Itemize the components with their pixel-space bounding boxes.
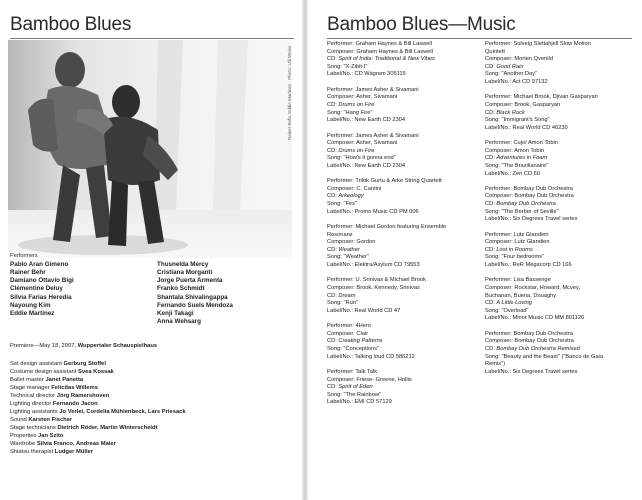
music-entry-line: CD: Bombay Dub Orchestra Remixed [485, 345, 580, 352]
music-entry-line: Composer: Clair [327, 330, 369, 337]
music-entry-line: CD: Good Rain [485, 63, 524, 70]
crew-line: Stage manager Felicitas Willems [10, 385, 98, 392]
music-entry-line: CD: Lost in Rooms [485, 246, 533, 253]
music-entry-line: Performer: 4Hero [327, 323, 371, 330]
music-entry-line: Composer: Brook, Gasparyan [485, 101, 561, 108]
crew-line: Set design assistant Gerburg Stoffel [10, 361, 107, 367]
music-entry-line: Song: "Immigrant's Song" [485, 117, 550, 124]
music-entry-line: Label/No.: Real World CD 47 [327, 307, 401, 314]
music-entry-line: CD: Drums on Fire [327, 147, 375, 154]
music-entry-line: Song: "The Brazilianaire" [485, 162, 549, 169]
music-entry [485, 277, 603, 323]
music-entry [485, 331, 603, 377]
crew-line: Stage technicians Dietrich Röder, Martin Winterscheidt [10, 425, 158, 432]
music-entry [485, 94, 603, 132]
music-entry-line: Performer: Cujo/ Amon Tobin [485, 140, 558, 147]
performer-name: Silvia Farias Heredia [10, 293, 72, 301]
performer-name: Eddie Martinez [10, 309, 55, 317]
music-entry-line: Label/No.: New Earth CD 2304 [327, 117, 406, 124]
music-entry-line: Performer: Bombay Dub Orchestra [485, 330, 573, 337]
music-entry-line: Performer: Talk Talk [327, 368, 378, 375]
music-entry-line: Song: "Overload" [485, 307, 529, 314]
performers-column-2 [157, 261, 233, 326]
music-entry-line: Song: "Another Day" [485, 71, 538, 78]
music-entry [485, 186, 603, 224]
music-entry [327, 133, 446, 171]
music-entry-line: Quintett [485, 48, 505, 55]
music-entry-line: Label/No.: New Earth CD 2304 [327, 162, 406, 169]
music-entry-line: CD: Spirit of Eden [327, 384, 373, 391]
music-entry-line: CD: Creating Patterns [327, 338, 383, 345]
music-entry-line: CD: Black Rock [485, 109, 525, 116]
music-entry-line: Label/No.: EMI CD 57129 [327, 399, 392, 406]
crew-line: Ballet master Janet Panetta [10, 377, 84, 384]
music-entry-line: Song: "Fes" [327, 201, 357, 208]
music-entry-line: Label/No.: ReR Megacorp CD 166 [485, 262, 572, 269]
music-entry-line: Performer: Bombay Dub Orchestra [485, 185, 573, 192]
premiere-label: Premiere—May 18, 2007, [10, 343, 78, 349]
music-entry-line: Song: "Weather" [327, 254, 369, 261]
music-entry-line: Label/No.: Promo Music CD PM 006 [327, 208, 419, 215]
music-entry [327, 323, 446, 361]
crew-line: Wardrobe Silvia Franco, Andreas Maier [10, 441, 116, 448]
music-entry-line: Performer: Graham Haynes & Bill Laswell [327, 41, 432, 47]
music-entry-line: Label/No.: Minor Music CD MM 801126 [485, 315, 585, 322]
music-entry-line: Performer: Lutz Glandien [485, 231, 549, 238]
music-entry-line: Label/No.: CD Wagram 305115 [327, 71, 406, 78]
music-entry-line: Label/No.: Real World CD 46230 [485, 124, 568, 131]
music-entry-line: CD: Weather [327, 246, 360, 253]
crew-line: Sound Karsten Fischer [10, 417, 73, 424]
premiere-line [10, 343, 157, 349]
music-entry-line: CD: A Little Loving [485, 300, 532, 307]
music-entry-line: Label/No.: Act CD 97132 [485, 78, 548, 85]
music-entry-line: CD: Drums on Fire [327, 101, 375, 108]
music-entry-line: Composer: Lutz Glandien [485, 239, 550, 246]
performer-name: Kenji Takagi [157, 309, 194, 317]
performer-name: Franko Schmidt [157, 285, 205, 293]
music-entry-line: Composer: C. Cantini [327, 185, 382, 192]
music-entry [327, 369, 446, 407]
music-entry-line: CD: Spirit of India: Traditional & New Vibes [327, 56, 435, 63]
music-entry-line: Song: "The Berber of Seville" [485, 208, 559, 215]
music-entry-line: Performer: Lisa Bassenge [485, 277, 551, 284]
music-entry-line: CD: Adventures in Foam [485, 155, 548, 162]
dancers-photo [8, 40, 292, 258]
music-entry-line: Label/No.: Talking loud CD 586212 [327, 353, 415, 360]
music-entry-line: Label/No.: Zen CD 60 [485, 170, 541, 177]
music-entry-line: Composer: Amon Tobin [485, 147, 545, 154]
music-entry-line: Composer: Gordon [327, 239, 376, 246]
music-entry-line: CD: Bombay Dub Orchestra [485, 201, 556, 208]
music-entry-line: Performer: James Asher & Sivamani [327, 132, 419, 139]
music-entry-line: Composer: Asher, Sivamani [327, 140, 398, 147]
title-rule-left [10, 38, 294, 39]
music-entry [327, 178, 446, 216]
music-entry-line: Composer: Rockstar, Howard, Mcvey, [485, 285, 581, 292]
left-page [0, 0, 300, 500]
music-entry-line: Remix") [485, 361, 506, 368]
page-title-right: Bamboo Blues—Music [327, 14, 516, 35]
music-entry-line: Performer: Michael Gordon featuring Ensemble [327, 224, 447, 231]
music-entry-line: Song: "The Rainbow" [327, 391, 381, 398]
music-entry-line: Resonanz [327, 231, 353, 238]
page-title-left: Bamboo Blues [10, 14, 132, 35]
music-entry-line: Song: "How's it gonna end" [327, 155, 396, 162]
music-entry-line: Song: "X-Zibit-I" [327, 63, 368, 70]
performer-name: Thusnelda Mercy [157, 261, 209, 268]
music-entry-line: Label/No.: Six Degrees Travel series [485, 216, 578, 223]
music-entry-line: Label/No.: Six Degrees Travel series [485, 368, 578, 375]
music-entry [327, 87, 446, 125]
crew-list [10, 360, 186, 456]
music-entry-line: Composer: Graham Haynes & Bill Laswell [327, 48, 433, 55]
music-entry [327, 224, 446, 270]
crew-line: Lighting assistants Jo Verlei, Cordelia Mühlenbeck, Lars Priesack [10, 409, 186, 416]
performer-name: Clémentine Deluy [10, 285, 63, 293]
music-entry-line: Composer: Asher, Sivamani [327, 94, 398, 101]
music-entry-line: CD: Dream [327, 292, 356, 299]
music-entry-line: Song: "Four bedrooms" [485, 254, 545, 261]
performer-name: Rainer Behr [10, 269, 46, 277]
music-entry-line: Song: "Beauty and the Beast" ("Banco de Gaia [485, 353, 603, 360]
performer-name: Nayoung Kim [10, 301, 51, 309]
music-entry-line: Label/No.: Elektra/Asylum CD 79553 [327, 262, 420, 269]
performer-name: Shantala Shivalingappa [157, 293, 228, 301]
music-entry-line: Composer: Friese- Greene, Hollis [327, 376, 412, 383]
music-entry-line: Composer: Bombay Dub Orchestra [485, 193, 574, 200]
crew-line: Technical director Jörg Ramershoven [10, 393, 110, 400]
music-entry-line: Composer: Morten Qvenild [485, 56, 553, 63]
music-entry-line: Composer: Bombay Dub Orchestra [485, 338, 574, 345]
performer-name: Jorge Puerta Armenta [157, 277, 223, 285]
performer-name: Fernando Suels Mendoza [157, 301, 233, 309]
page-fold [302, 0, 308, 500]
music-entry-line: CD: Arkeology [327, 193, 364, 200]
music-entry-line: Performer: Trilok Gurtu & Arke String Quartett [327, 178, 442, 185]
crew-line: Costume design assistant Svea Kossak [10, 369, 114, 376]
music-entry [327, 277, 446, 315]
performer-name: Damiano Ottavio Bigi [10, 277, 74, 285]
music-entry-line: Buchanan, Buena, Douaghy [485, 292, 557, 299]
music-entry-line: Performer: U. Srinivas & Michael Brook [327, 277, 426, 284]
music-entry-line: Composer: Brook, Kennedy, Srinivas [327, 285, 420, 292]
music-entry-line: Song: "Conceptions" [327, 345, 380, 352]
crew-line: Lighting director Fernando Jacon [10, 401, 98, 408]
performers-label: Performers [10, 253, 38, 259]
music-column-2 [485, 41, 603, 384]
performer-name: Cristiana Morganti [157, 269, 213, 277]
crew-line: Shiatsu therapist Ludger Müller [10, 449, 94, 456]
performer-name: Pablo Aran Gimeno [10, 261, 69, 268]
music-entry-line: Performer: Michael Brook, Djivan Gasparyan [485, 94, 598, 101]
crew-line: Properties Jan Szito [10, 433, 64, 440]
music-entry-line: Song: "Hang Fire" [327, 109, 373, 116]
music-entry [327, 41, 446, 79]
premiere-venue: Wuppertaler Schauspielhaus [77, 343, 158, 349]
music-entry-line: Performer: James Asher & Sivamani [327, 86, 419, 93]
music-entry [485, 232, 603, 270]
performer-name: Anna Wehsarg [157, 318, 201, 326]
music-column-1 [327, 41, 446, 415]
music-entry-line: Performer: Solveig Slettahjell Slow Motion [485, 41, 591, 47]
performers-column-1 [10, 261, 74, 318]
music-entry [485, 41, 603, 87]
music-entry [485, 140, 603, 178]
right-page [310, 0, 642, 500]
photo-credit: Rainer Behr, Eddie Martinez · Photo: Ulli Weiss [287, 45, 292, 140]
music-entry-line: Song: "Run" [327, 300, 358, 307]
title-rule-right [327, 38, 632, 39]
